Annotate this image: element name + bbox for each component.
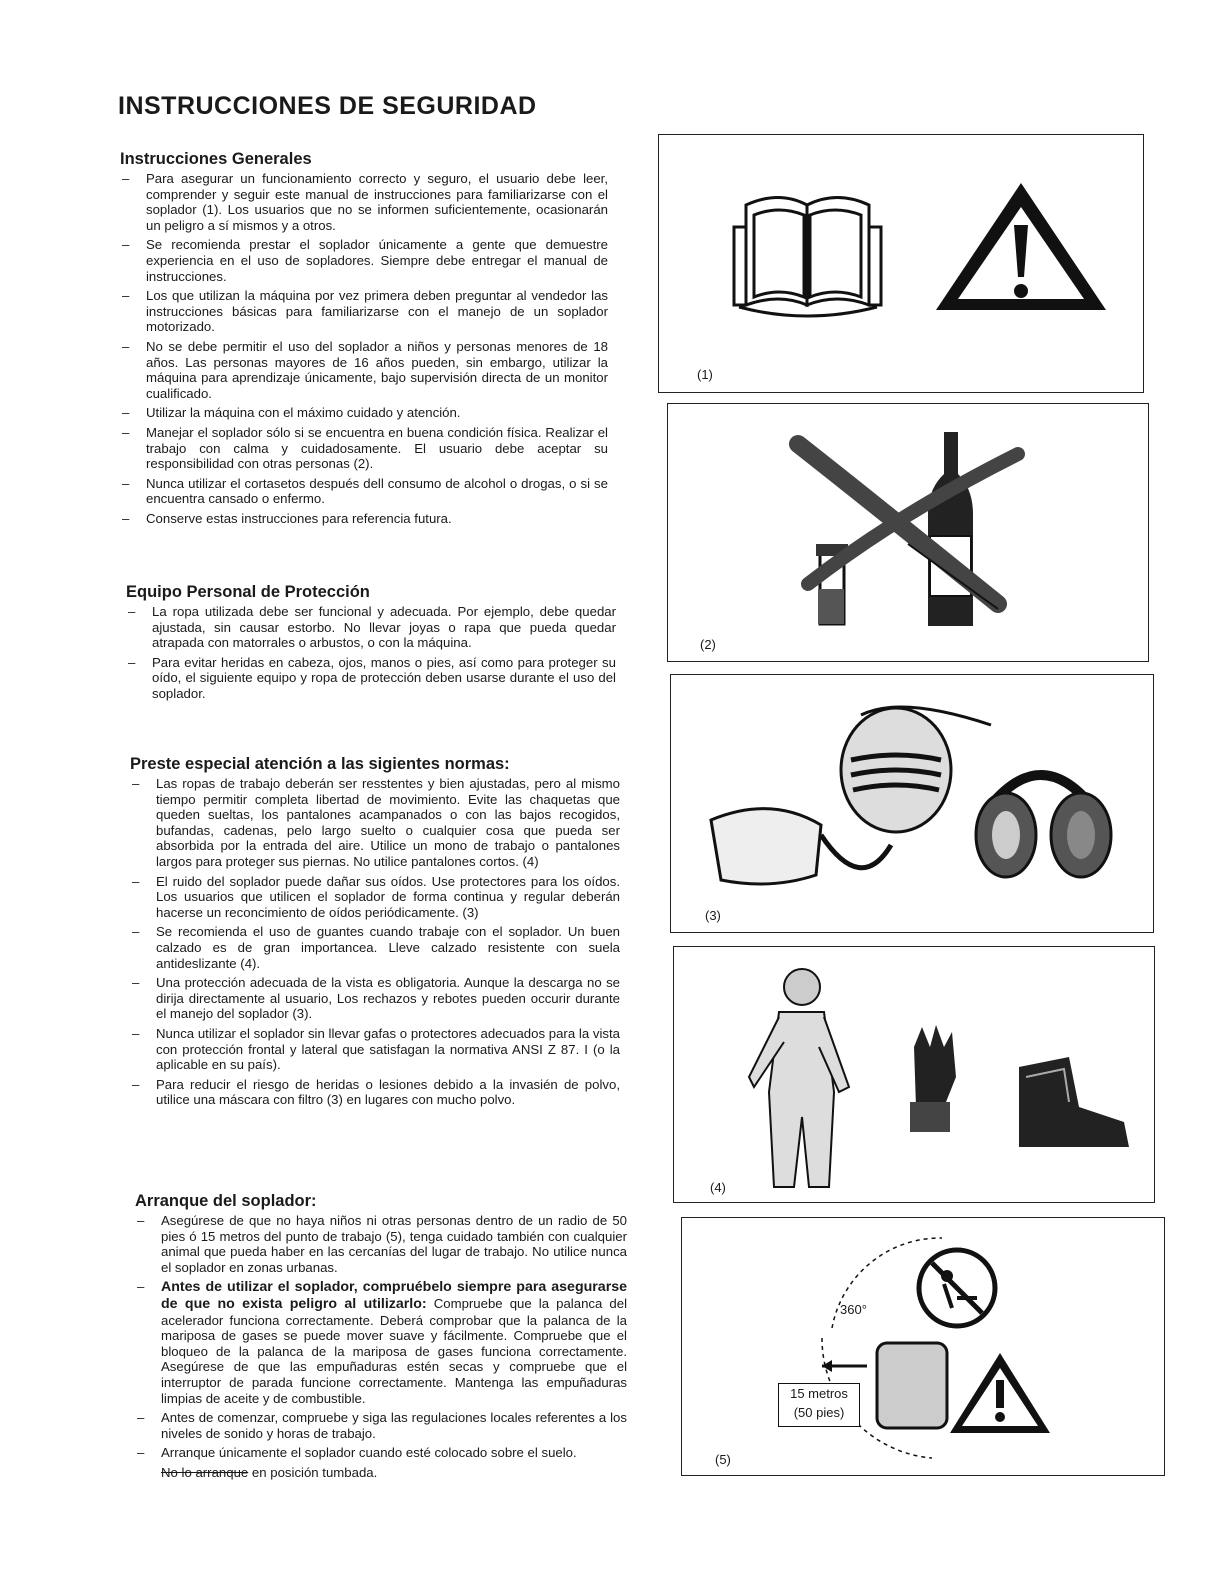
distance-meters: 15 metros: [790, 1386, 848, 1401]
last-line: [161, 1465, 627, 1480]
list-item: [135, 1279, 627, 1406]
section-heading: Preste especial atención a las sigientes normas:: [130, 755, 510, 773]
figure-5: [681, 1217, 1165, 1476]
list-item: – Para asegurar un funcionamiento correcto y seguro, el usuario debe leer, comprender y seguir este manual de instrucciones para familiarizarse con el soplador (1). Los usuarios que no se informen suficientemente, ocasionarán un peligro a sí mismos y a otros.: [120, 171, 608, 233]
list-item: – El ruido del soplador puede dañar sus oídos. Use protectores para los oídos. Los usuarios que utilicen el soplador de forma continua y regular deberán hacerse un reconcimiento de oídos periódicamente. (3): [130, 874, 620, 921]
figure-caption: (3): [705, 908, 721, 923]
list-item: – Arranque únicamente el soplador cuando esté colocado sobre el suelo.: [135, 1445, 627, 1461]
list-item: – Utilizar la máquina con el máximo cuidado y atención.: [120, 405, 608, 421]
figure-caption: (5): [715, 1452, 731, 1467]
list-item: – Nunca utilizar el cortasetos después dell consumo de alcohol o drogas, o si se encuentra cansado o enfermo.: [120, 476, 608, 507]
section-special-attention: [130, 755, 620, 1112]
figure-caption: (4): [710, 1180, 726, 1195]
list-item: – Se recomienda prestar el soplador únicamente a gente que demuestre experiencia en el uso de sopladores. Siempre debe entregar el manual de instrucciones.: [120, 237, 608, 284]
figure-2: [667, 403, 1149, 662]
figure-4: [673, 946, 1155, 1203]
section-heading: Instrucciones Generales: [120, 150, 312, 168]
list-item: – Las ropas de trabajo deberán ser resstentes y bien ajustadas, pero al mismo tiempo permitir completa libertad de movimiento. Evite las chaquetas que queden sueltas, los pantalones acampanados o con las bajos recogidos, bufandas, cadenas, pelo largo suelto o cualquier cosa que pueda ser absorbida por la entrada del aire. Utilice un mono de trabajo o pantalones largos para proteger sus piernas. No utilice pantalones cortos. (4): [130, 776, 620, 870]
distance-feet: (50 pies): [793, 1405, 845, 1420]
list-item: – Conserve estas instrucciones para referencia futura.: [120, 511, 608, 527]
angle-label: 360°: [840, 1302, 867, 1317]
list-item: – Manejar el soplador sólo si se encuentra en buena condición física. Realizar el trabajo con calma y cuidadosamente. El usuario debe aceptar su responsibilidad con otras personas (2).: [120, 425, 608, 472]
list-item: – Se recomienda el uso de guantes cuando trabaje con el soplador. Un buen calzado es de gran importancea. Lleve calzado resistente con suela antideslizante (4).: [130, 924, 620, 971]
manual-book-and-warning-icon: [659, 135, 1143, 392]
section-heading: Arranque del soplador:: [135, 1192, 317, 1210]
list-item: – Para reducir el riesgo de heridas o lesiones debido a la invasién de polvo, utilice una máscara con filtro (3) en lugares con mucho polvo.: [130, 1077, 620, 1108]
distance-box: [778, 1383, 860, 1427]
list-item: – Asegúrese de que no haya niños ni otras personas dentro de un radio de 50 pies ó 15 metros del punto de trabajo (5), tenga cuidado también con cualquier animal que pueda haber en las cercanías del lugar de trabajo. No utilice nunca el soplador en zonas urbanas.: [135, 1213, 627, 1275]
section-heading: Equipo Personal de Protección: [126, 583, 370, 601]
safety-distance-icon: [682, 1218, 1164, 1475]
figure-3: [670, 674, 1154, 933]
struck-text: No lo arranque: [161, 1464, 249, 1480]
list-item: – Para evitar heridas en cabeza, ojos, manos o pies, así como para proteger su oído, el siguiente equipo y ropa de protección deben usarse durante el uso del soplador.: [126, 655, 616, 702]
list-item: – Nunca utilizar el soplador sin llevar gafas o protectores adecuados para la vista con protección frontal y lateral que satisfagan la normativa ANSI Z 87. I (o la aplicable en su país).: [130, 1026, 620, 1073]
figure-caption: (2): [700, 637, 716, 652]
section-starting-blower: [135, 1192, 627, 1480]
goggles-mask-earmuffs-icon: [671, 675, 1153, 932]
figure-1: [658, 134, 1144, 393]
figure-caption: (1): [697, 367, 713, 382]
list-item: – Los que utilizan la máquina por vez primera deben preguntar al vendedor las instrucciones básicas para familiarizarse con el manejo de un soplador motorizado.: [120, 288, 608, 335]
list-item: – Antes de comenzar, compruebe y siga las regulaciones locales referentes a los niveles de sonido y horas de trabajo.: [135, 1410, 627, 1441]
section-personal-protection: [126, 583, 616, 706]
last-line-text: en posición tumbada.: [251, 1464, 378, 1480]
protective-clothing-gloves-boot-icon: [674, 947, 1154, 1202]
section-general-instructions: [120, 150, 608, 530]
list-item: – No se debe permitir el uso del soplador a niños y personas menores de 18 años. Las personas mayores de 16 años pueden, sin embargo, utilizar la máquina para aprendizaje únicamente, bajo supervisión directa de un monitor cualificado.: [120, 339, 608, 401]
list-item: – Una protección adecuada de la vista es obligatoria. Aunque la descarga no se dirija directamente al usuario, Los rechazos y rebotes pueden occurir durante el manejo del soplador (3).: [130, 975, 620, 1022]
bold-lead: Antes de utilizar el soplador, compruébelo siempre para asegurarse de que no exista peligro al utilizarlo:: [161, 1279, 627, 1312]
page-title: INSTRUCCIONES DE SEGURIDAD: [118, 92, 537, 120]
list-item-text: Compruebe que la palanca del acelerador funciona correctamente. Deberá comprobar que la palanca de la mariposa de gases se puede mover suave y fácilmente. Compruebe que el bloqueo de la palanca de la mariposa de gases funciona correctamente. Asegúrese de que las empuñaduras estén secas y compruebe que el interruptor de parada funcione correctamente. Mantenga las empuñaduras limpias de aceite y de combustible.: [161, 1295, 628, 1406]
list-item: – La ropa utilizada debe ser funcional y adecuada. Por ejemplo, debe quedar ajustada, sin causar estorbo. No llevar joyas o rapa que pueda quedar atrapada con matorrales o arbustos, o con la máquina.: [126, 604, 616, 651]
no-alcohol-icon: [668, 404, 1148, 661]
